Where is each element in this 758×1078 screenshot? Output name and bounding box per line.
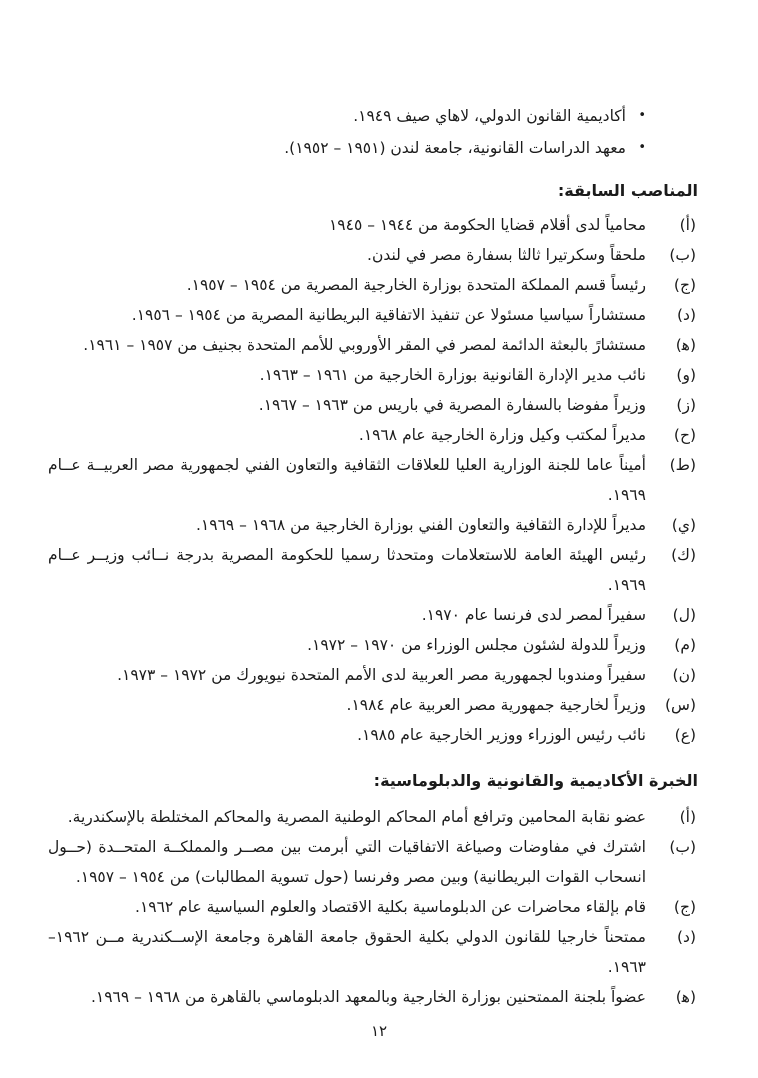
item-marker: (أ) [679, 216, 696, 234]
section-title-experience: الخبرة الأكاديمية والقانونية والدبلوماسية: [373, 771, 698, 790]
item-marker: (ط) [669, 456, 696, 474]
list-item [48, 420, 698, 450]
item-text: مستشارً بالبعثة الدائمة لمصر في المقر الأوروبي للأمم المتحدة بجنيف من ١٩٥٧ – ١٩٦١. [83, 336, 646, 354]
item-marker: (ﻫ) [675, 988, 696, 1006]
list-item [48, 132, 646, 164]
list-item [48, 600, 698, 630]
item-text: وزيراً مفوضا بالسفارة المصرية في باريس من ١٩٦٣ – ١٩٦٧. [258, 396, 646, 414]
item-marker: (ز) [676, 396, 696, 414]
list-item [48, 510, 698, 540]
list-item [48, 832, 698, 892]
list-item [48, 982, 698, 1012]
section-title-previous-positions: المناصب السابقة: [557, 181, 698, 200]
item-marker: (م) [674, 636, 696, 654]
list-item [48, 690, 698, 720]
previous-positions-list [48, 210, 698, 750]
item-text: عضواً بلجنة الممتحنين بوزارة الخارجية وبالمعهد الدبلوماسي بالقاهرة من ١٩٦٨ – ١٩٦٩. [90, 988, 646, 1006]
item-marker: (د) [677, 928, 696, 946]
list-item [48, 892, 698, 922]
page-number: ١٢ [370, 1022, 388, 1040]
experience-list [48, 802, 698, 1012]
item-marker: (ج) [673, 898, 696, 916]
item-text: رئيساً قسم المملكة المتحدة بوزارة الخارجية المصرية من ١٩٥٤ – ١٩٥٧. [186, 276, 646, 294]
item-text: سفيراً لمصر لدى فرنسا عام ١٩٧٠. [421, 606, 646, 624]
item-text: مديراً للإدارة الثقافية والتعاون الفني بوزارة الخارجية من ١٩٦٨ – ١٩٦٩. [195, 516, 646, 534]
list-item [48, 540, 698, 600]
item-marker: (ﻫ) [675, 336, 696, 354]
item-marker: (س) [664, 696, 696, 714]
item-marker: (ي) [671, 516, 696, 534]
list-item [48, 300, 698, 330]
item-text: وزيراً لخارجية جمهورية مصر العربية عام ١٩٨٤. [346, 696, 646, 714]
list-item [48, 630, 698, 660]
item-marker: (ح) [673, 426, 696, 444]
item-marker: (ن) [672, 666, 696, 684]
education-list [48, 100, 698, 164]
bullet-text: أكاديمية القانون الدولي، لاهاي صيف ١٩٤٩. [353, 107, 626, 125]
list-item [48, 390, 698, 420]
item-text: سفيراً ومندوبا لجمهورية مصر العربية لدى الأمم المتحدة نيويورك من ١٩٧٢ – ١٩٧٣. [117, 666, 646, 684]
item-text: نائب رئيس الوزراء ووزير الخارجية عام ١٩٨٥. [357, 726, 646, 744]
item-text: أميناً عاما للجنة الوزارية العليا للعلاقات الثقافية والتعاون الفني لجمهورية مصر العربيــة عــام ١٩٦٩. [48, 456, 646, 504]
item-text: نائب مدير الإدارة القانونية بوزارة الخارجية من ١٩٦١ – ١٩٦٣. [259, 366, 646, 384]
bullet-icon: • [638, 108, 646, 123]
item-marker: (أ) [679, 808, 696, 826]
list-item [48, 922, 698, 982]
list-item [48, 360, 698, 390]
list-item [48, 330, 698, 360]
item-marker: (ب) [669, 838, 696, 856]
item-marker: (ج) [673, 276, 696, 294]
item-text: اشترك في مفاوضات وصياغة الاتفاقيات التي أبرمت بين مصــر والمملكــة المتحــدة (حــول انسحاب القوات البريطانية) وبين مصر وفرنسا (حول تسوية المطالبات) من ١٩٥٤ – ١٩٥٧. [48, 838, 646, 886]
item-text: محامياً لدى أقلام قضايا الحكومة من ١٩٤٤ – ١٩٤٥ [328, 216, 646, 234]
list-item [48, 720, 698, 750]
item-marker: (ب) [669, 246, 696, 264]
list-item [48, 802, 698, 832]
bullet-icon: • [638, 140, 646, 155]
item-text: رئيس الهيئة العامة للاستعلامات ومتحدثا رسميا للحكومة المصرية بدرجة نــائب وزيــر عــام ١٩٦٩. [48, 546, 646, 594]
item-marker: (ع) [674, 726, 696, 744]
list-item [48, 240, 698, 270]
list-item [48, 450, 698, 510]
item-text: مستشاراً سياسيا مسئولا عن تنفيذ الاتفاقية البريطانية المصرية من ١٩٥٤ – ١٩٥٦. [131, 306, 646, 324]
item-marker: (و) [676, 366, 696, 384]
item-text: عضو نقابة المحامين وترافع أمام المحاكم الوطنية المصرية والمحاكم المختلطة بالإسكندرية. [67, 808, 646, 826]
list-item [48, 210, 698, 240]
item-marker: (ل) [672, 606, 696, 624]
bullet-text: معهد الدراسات القانونية، جامعة لندن (١٩٥١ – ١٩٥٢). [284, 139, 626, 157]
list-item [48, 100, 646, 132]
item-marker: (ك) [671, 546, 696, 564]
item-text: ممتحناً خارجيا للقانون الدولي بكلية الحقوق جامعة القاهرة وجامعة الإســكندرية مــن ١٩٦٢– ١٩٦٣. [48, 928, 646, 976]
item-text: مديراً لمكتب وكيل وزارة الخارجية عام ١٩٦٨. [358, 426, 646, 444]
item-text: وزيراً للدولة لشئون مجلس الوزراء من ١٩٧٠ – ١٩٧٢. [307, 636, 646, 654]
list-item [48, 660, 698, 690]
item-text: ملحقاً وسكرتيرا ثالثا بسفارة مصر في لندن. [367, 246, 646, 264]
item-text: قام بإلقاء محاضرات عن الدبلوماسية بكلية الاقتصاد والعلوم السياسية عام ١٩٦٢. [135, 898, 646, 916]
list-item [48, 270, 698, 300]
item-marker: (د) [677, 306, 696, 324]
